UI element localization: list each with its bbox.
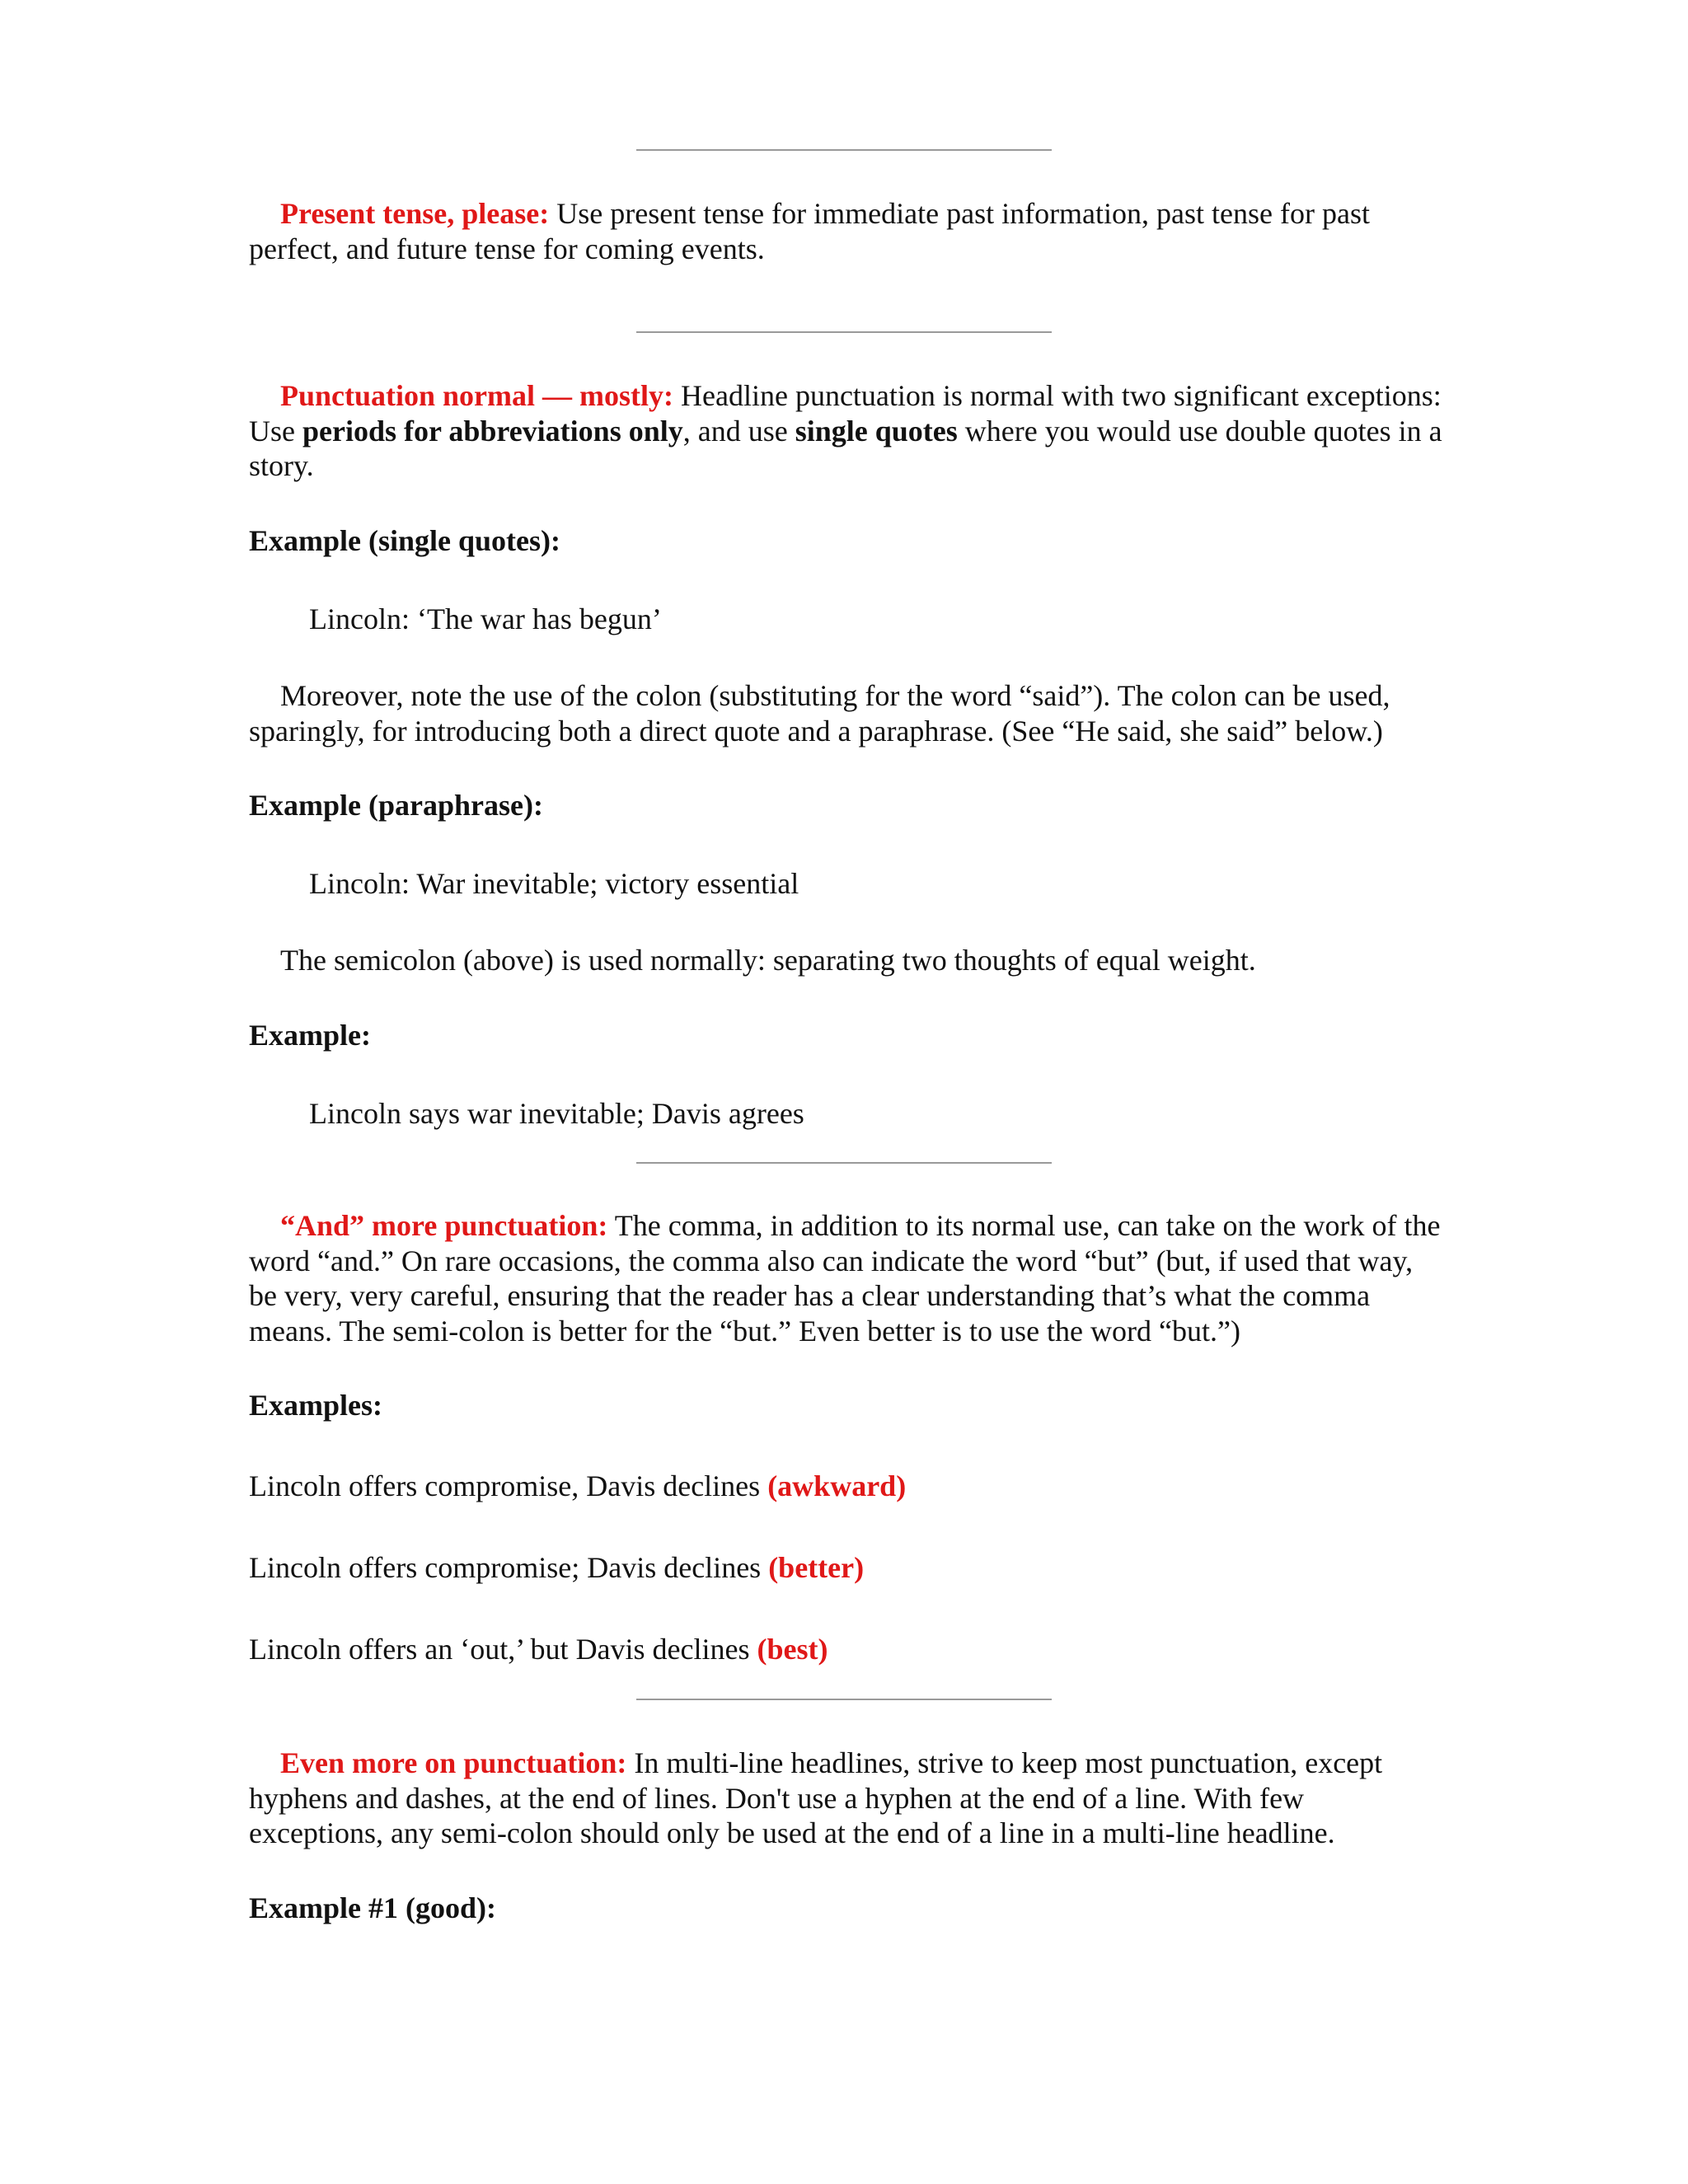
section-divider: [636, 1162, 1052, 1164]
example-label: Example (single quotes):: [249, 524, 560, 557]
example-line: [249, 1469, 1444, 1504]
present-tense-text: Use present tense for immediate past information, past tense for past perfect, and future tense for coming events.: [249, 197, 1370, 265]
semicolon-paragraph: The semicolon (above) is used normally: separating two thoughts of equal weight.: [280, 944, 1256, 977]
punctuation-paragraph: [249, 378, 1444, 484]
even-more-heading: Even more on punctuation:: [280, 1746, 627, 1779]
example-label: Example:: [249, 1019, 371, 1052]
and-punctuation-paragraph: [249, 1208, 1444, 1348]
punctuation-text: , and use: [682, 414, 795, 448]
example-headline: Lincoln says war inevitable; Davis agrees: [309, 1097, 804, 1130]
punctuation-text: Headline punctuation is normal with two significant exceptions: Use: [249, 379, 1442, 448]
example-line-text: Lincoln offers compromise, Davis declines: [249, 1469, 768, 1502]
bold-periods-text: periods for abbreviations only: [302, 414, 683, 448]
and-punctuation-text: The comma, in addition to its normal use, can take on the work of the word “and.” On rare occasions, the comma also can indicate the word “but” (but, if used that way, be very, very careful, ensuring that the reader has a clear understanding that’s what the comma means. The semi-colon is better for the “but.” Even better is to use the word “but.”): [249, 1209, 1441, 1347]
bold-single-quotes-text: single quotes: [795, 414, 958, 448]
examples-label: Examples:: [249, 1389, 382, 1422]
example-line: [249, 1632, 1444, 1667]
even-more-text: In multi-line headlines, strive to keep most punctuation, except hyphens and dashes, at the end of lines. Don't use a hyphen at the end of a line. With few exceptions, any semi-colon should only be used at the end of a line in a multi-line headline.: [249, 1746, 1383, 1849]
present-tense-paragraph: [249, 196, 1444, 266]
section-divider: [636, 149, 1052, 151]
colon-paragraph: Moreover, note the use of the colon (substituting for the word “said”). The colon can be used, sparingly, for introducing both a direct quote and a paraphrase. (See “He said, she said” below.): [249, 679, 1390, 748]
example-label: Example (paraphrase):: [249, 789, 543, 822]
example-label: Example #1 (good):: [249, 1891, 496, 1924]
example-headline: Lincoln: ‘The war has begun’: [309, 602, 662, 635]
even-more-paragraph: [249, 1746, 1444, 1851]
section-divider: [636, 1699, 1052, 1700]
example-rating: (awkward): [767, 1469, 907, 1502]
example-rating: (better): [768, 1551, 865, 1584]
example-rating: (best): [757, 1633, 828, 1666]
and-punctuation-heading: “And” more punctuation:: [280, 1209, 608, 1242]
example-line: [249, 1550, 1444, 1586]
example-line-text: Lincoln offers compromise; Davis declines: [249, 1551, 769, 1584]
section-divider: [636, 331, 1052, 333]
example-line-text: Lincoln offers an ‘out,’ but Davis declines: [249, 1633, 757, 1666]
present-tense-heading: Present tense, please:: [280, 197, 550, 230]
example-headline: Lincoln: War inevitable; victory essential: [309, 867, 799, 900]
punctuation-heading: Punctuation normal — mostly:: [280, 379, 673, 412]
punctuation-text: where you would use double quotes in a story.: [249, 414, 1442, 482]
